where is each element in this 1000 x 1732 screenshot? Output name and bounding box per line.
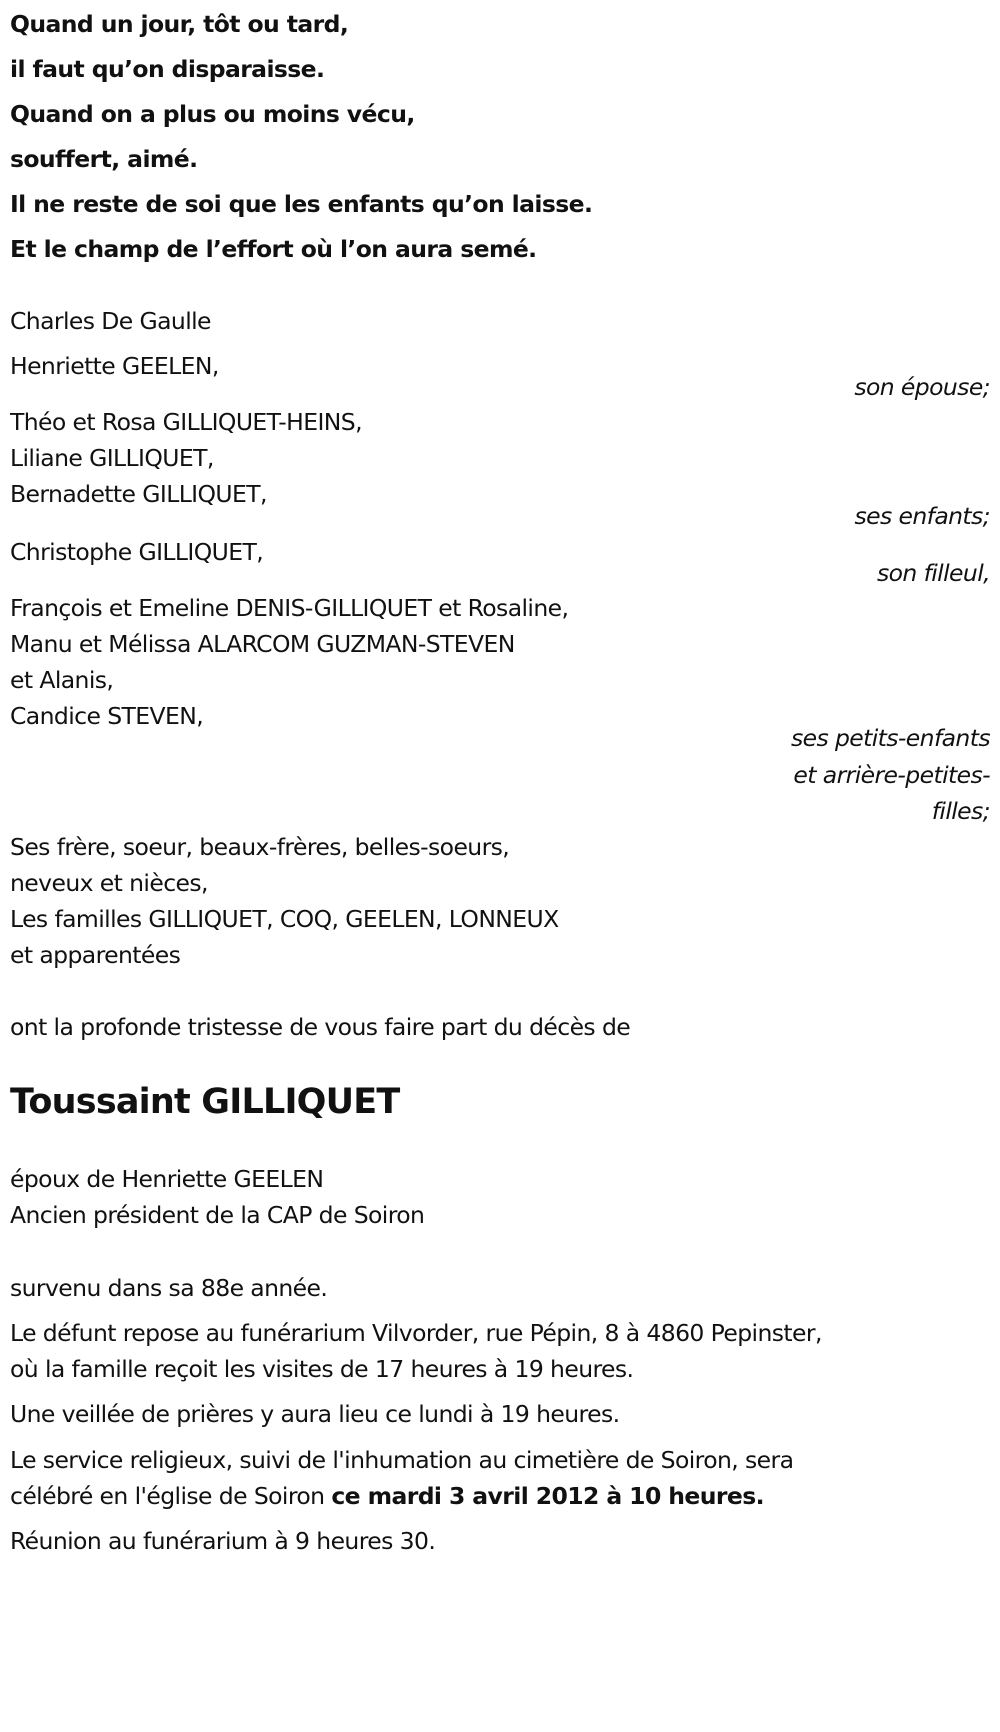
poem-line: Quand un jour, tôt ou tard, <box>10 10 349 38</box>
poem-line: il faut qu’on disparaisse. <box>10 55 325 83</box>
service-info <box>10 1481 764 1511</box>
grandchildren-relation: ses petits-enfants <box>790 724 990 752</box>
relatives-line: et apparentées <box>10 941 181 969</box>
child-name: Théo et Rosa GILLIQUET-HEINS, <box>10 408 362 436</box>
poem-line: Et le champ de l’effort où l’on aura semé. <box>10 235 537 263</box>
grandchild-name: François et Emeline DENIS-GILLIQUET et Rosaline, <box>10 594 569 622</box>
vigil-info: Une veillée de prières y aura lieu ce lundi à 19 heures. <box>10 1400 620 1428</box>
announcement-text: ont la profonde tristesse de vous faire part du décès de <box>10 1013 631 1041</box>
poem-line: Il ne reste de soi que les enfants qu’on laisse. <box>10 190 593 218</box>
relatives-line: Les familles GILLIQUET, COQ, GEELEN, LONNEUX <box>10 905 559 933</box>
service-date: ce mardi 3 avril 2012 à 10 heures. <box>331 1482 764 1510</box>
deceased-name: Toussaint GILLIQUET <box>10 1082 400 1122</box>
poem-line: Quand on a plus ou moins vécu, <box>10 100 415 128</box>
grandchild-name: Manu et Mélissa ALARCOM GUZMAN-STEVEN <box>10 630 515 658</box>
poem-line: souffert, aimé. <box>10 145 198 173</box>
grandchildren-relation: filles; <box>931 797 990 825</box>
godson-relation: son filleul, <box>877 559 990 587</box>
relatives-line: neveux et nièces, <box>10 869 208 897</box>
relatives-line: Ses frère, soeur, beaux-frères, belles-soeurs, <box>10 833 510 861</box>
age-info: survenu dans sa 88e année. <box>10 1274 328 1302</box>
service-location: célébré en l'église de Soiron <box>10 1482 332 1510</box>
grandchild-name: et Alanis, <box>10 666 114 694</box>
grandchildren-relation: et arrière-petites- <box>793 761 990 789</box>
child-name: Liliane GILLIQUET, <box>10 444 214 472</box>
poem-author: Charles De Gaulle <box>10 307 211 335</box>
godson-name: Christophe GILLIQUET, <box>10 538 264 566</box>
spouse-relation: son épouse; <box>854 373 990 401</box>
grandchild-name: Candice STEVEN, <box>10 702 204 730</box>
children-relation: ses enfants; <box>854 502 990 530</box>
rest-info: Le défunt repose au funérarium Vilvorder, rue Pépin, 8 à 4860 Pepinster, <box>10 1319 822 1347</box>
deceased-detail: époux de Henriette GEELEN <box>10 1165 324 1193</box>
spouse-name: Henriette GEELEN, <box>10 352 219 380</box>
service-info: Le service religieux, suivi de l'inhumation au cimetière de Soiron, sera <box>10 1446 794 1474</box>
child-name: Bernadette GILLIQUET, <box>10 480 267 508</box>
rest-info: où la famille reçoit les visites de 17 heures à 19 heures. <box>10 1355 634 1383</box>
deceased-detail: Ancien président de la CAP de Soiron <box>10 1201 425 1229</box>
meeting-info: Réunion au funérarium à 9 heures 30. <box>10 1527 436 1555</box>
